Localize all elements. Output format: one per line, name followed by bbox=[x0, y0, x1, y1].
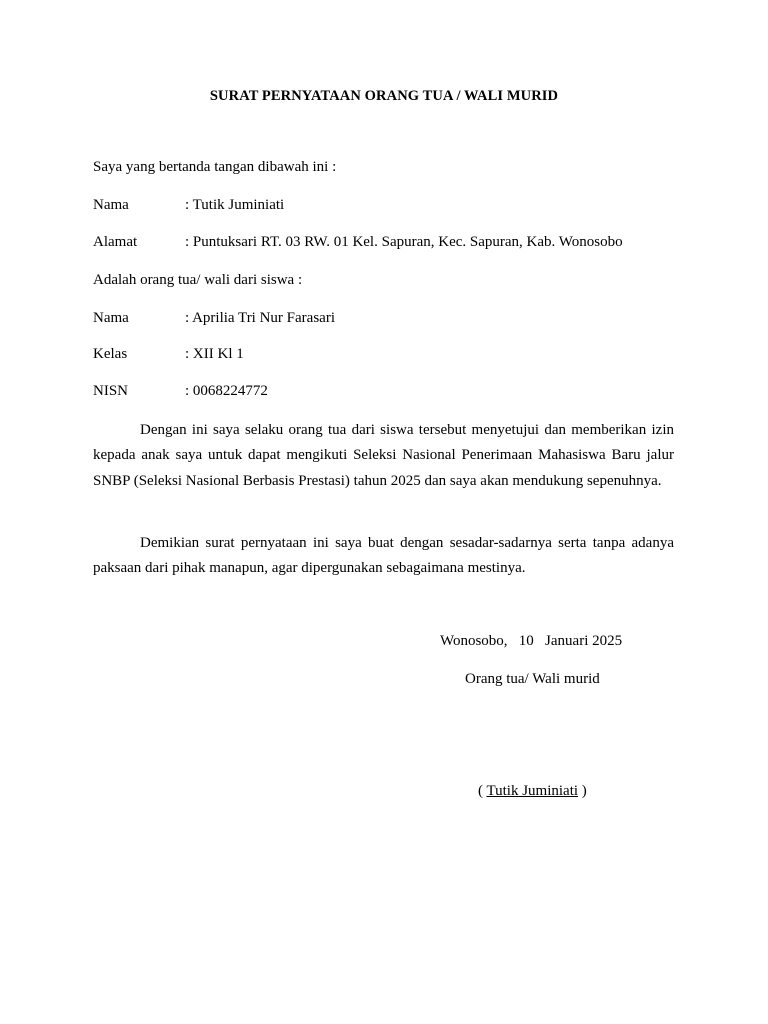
student-name-label: Nama bbox=[93, 310, 129, 326]
parent-name-value: : Tutik Juminiati bbox=[185, 197, 285, 213]
closing-paragraph: Demikian surat pernyataan ini saya buat dengan sesadar-sadarnya serta tanpa adanya paksaan dari pihak manapun, agar dipergunakan sebagaimana mestinya. bbox=[93, 535, 674, 577]
parent-address-value: : Puntuksari RT. 03 RW. 01 Kel. Sapuran, Kec. Sapuran, Kab. Wonosobo bbox=[185, 234, 623, 250]
consent-paragraph: Dengan ini saya selaku orang tua dari siswa tersebut menyetujui dan memberikan izin kepada anak saya untuk dapat mengikuti Seleksi Nasional Penerimaan Mahasiswa Baru jalur SNBP (Seleksi Nasional Berbasis Prestasi) tahun 2025 dan saya akan mendukung sepenuhnya. bbox=[93, 422, 674, 489]
parent-name-label: Nama bbox=[93, 197, 129, 213]
student-nisn-value: : 0068224772 bbox=[185, 383, 268, 399]
intro-text: Saya yang bertanda tangan dibawah ini : bbox=[93, 159, 337, 175]
student-class-value: : XII Kl 1 bbox=[185, 346, 244, 362]
signature-open-paren: ( bbox=[478, 783, 487, 799]
student-nisn-label: NISN bbox=[93, 383, 129, 399]
signature-close-paren: ) bbox=[578, 783, 587, 799]
student-intro-text: Adalah orang tua/ wali dari siswa : bbox=[93, 272, 303, 288]
signature-role: Orang tua/ Wali murid bbox=[465, 671, 600, 687]
document-title: SURAT PERNYATAAN ORANG TUA / WALI MURID bbox=[209, 88, 559, 104]
signature-name: Tutik Juminiati bbox=[486, 783, 579, 799]
signature-name-block bbox=[478, 783, 587, 800]
student-name-value: : Aprilia Tri Nur Farasari bbox=[185, 310, 335, 326]
signature-place-date: Wonosobo, 10 Januari 2025 bbox=[440, 633, 623, 649]
parent-address-label: Alamat bbox=[93, 234, 138, 250]
student-class-label: Kelas bbox=[93, 346, 128, 362]
